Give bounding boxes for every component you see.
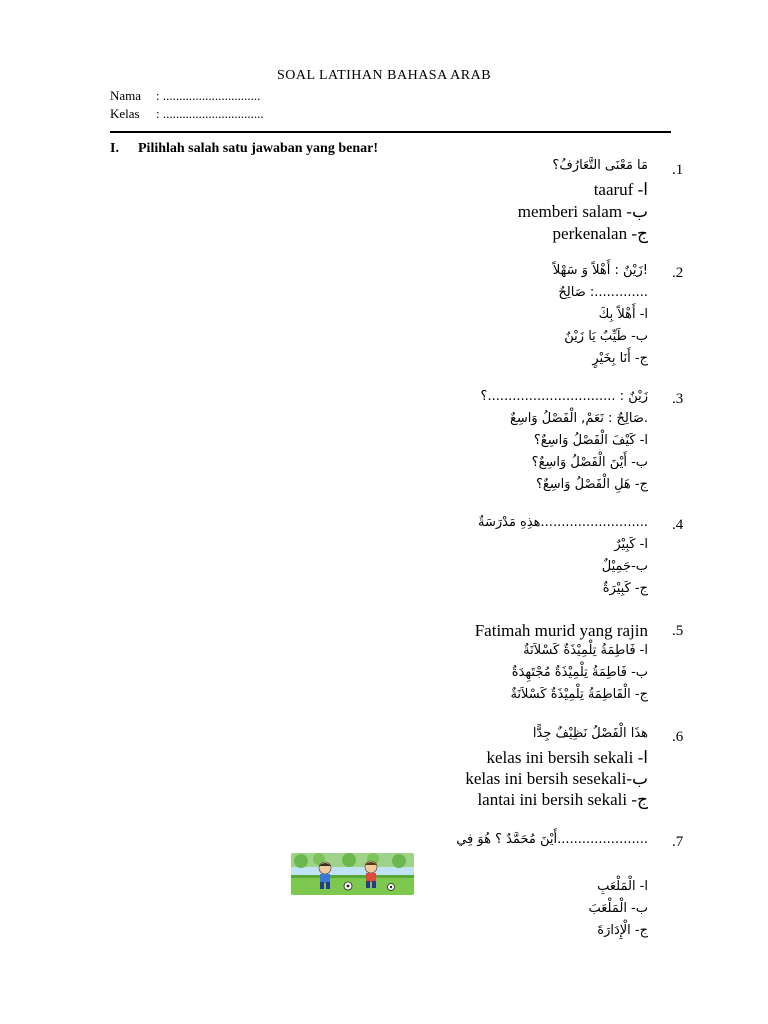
- playground-illustration: [291, 853, 414, 895]
- answer-option: ب- الْمَلْعَبَ: [588, 901, 648, 916]
- dialogue-line: صَالِحٌ :.............: [558, 285, 648, 300]
- answer-option: ب-جَمِيْلٌ: [601, 559, 648, 574]
- answer-option: ب- أَيْنَ الْفَصْلُ وَاسِعٌ؟: [531, 455, 648, 470]
- question-prompt: زَيْنٌ : أَهْلاً وَ سَهْلاً!: [552, 263, 648, 278]
- instruction: [110, 141, 378, 157]
- question-number: .7: [672, 834, 684, 850]
- name-field: [110, 88, 260, 104]
- section-number: I.: [110, 141, 119, 156]
- question-prompt: هذَا الْفَصْلُ نَظِيْفٌ جِدًّا: [532, 726, 648, 741]
- answer-option: perkenalan -ج: [552, 224, 648, 243]
- answer-option: ج- الْفَاطِمَةُ تِلْمِيْذَةٌ كَسْلاَنَةٌ: [510, 687, 648, 702]
- answer-option: kelas ini bersih sesekali-ب: [465, 769, 648, 788]
- answer-option: ا- كَيْفَ الْفَصْلُ وَاسِعٌ؟: [533, 433, 648, 448]
- question-prompt: مَا مَعْنَى التَّعَارُفُ؟: [552, 158, 648, 173]
- dialogue-line: صَالِحٌ : نَعَمْ, الْفَصْلُ وَاسِعٌ.: [509, 411, 648, 426]
- answer-option: ج- كَبِيْرَةٌ: [602, 581, 648, 596]
- answer-option: ب- فَاطِمَةُ تِلْمِيْذَةٌ مُجْتَهِدَةٌ: [511, 665, 648, 680]
- header-divider: [110, 131, 671, 133]
- class-field: [110, 106, 264, 122]
- class-label: Kelas: [110, 106, 140, 121]
- answer-option: ج- هَلِ الْفَصْلُ وَاسِعٌ؟: [535, 477, 648, 492]
- question-prompt: أَيْنَ مُحَمَّدٌ ؟ هُوَ فِي......................: [456, 832, 648, 847]
- answer-option: ا- الْمَلْعَبِ: [597, 879, 648, 894]
- answer-option: memberi salam -ب: [517, 202, 648, 221]
- question-number: .5: [672, 623, 684, 639]
- question-prompt: زَيْنٌ : ...............................؟: [480, 389, 648, 404]
- question-number: .3: [672, 391, 684, 407]
- answer-option: ب- طَيِّبٌ يَا زَيْنٌ: [564, 329, 648, 344]
- class-blank: : ...............................: [156, 106, 264, 121]
- answer-option: lantai ini bersih sekali -ج: [477, 790, 648, 809]
- question-number: .6: [672, 729, 684, 745]
- question-prompt: Fatimah murid yang rajin: [474, 621, 648, 640]
- answer-option: taaruf -ا: [593, 180, 648, 199]
- answer-option: kelas ini bersih sekali -ا: [486, 748, 648, 767]
- instruction-text: Pilihlah salah satu jawaban yang benar!: [138, 141, 378, 156]
- answer-option: ج- الْإِدَارَةَ: [597, 923, 648, 938]
- page-title: SOAL LATIHAN BAHASA ARAB: [276, 68, 492, 83]
- answer-option: ج- أَنَا بِخَيْرٍ: [592, 351, 648, 366]
- answer-option: ا- كَبِيْرٌ: [614, 537, 648, 552]
- question-prompt: هذِهِ مَدْرَسَةٌ..........................: [477, 515, 648, 530]
- question-number: .2: [672, 265, 684, 281]
- answer-option: ا- أَهْلاً بِكَ: [598, 307, 648, 322]
- question-number: .4: [672, 517, 684, 533]
- question-number: .1: [672, 162, 684, 178]
- name-label: Nama: [110, 88, 142, 103]
- answer-option: ا- فَاطِمَةُ تِلْمِيْذَةٌ كَسْلاَنَةٌ: [523, 643, 648, 658]
- name-blank: : ..............................: [156, 88, 261, 103]
